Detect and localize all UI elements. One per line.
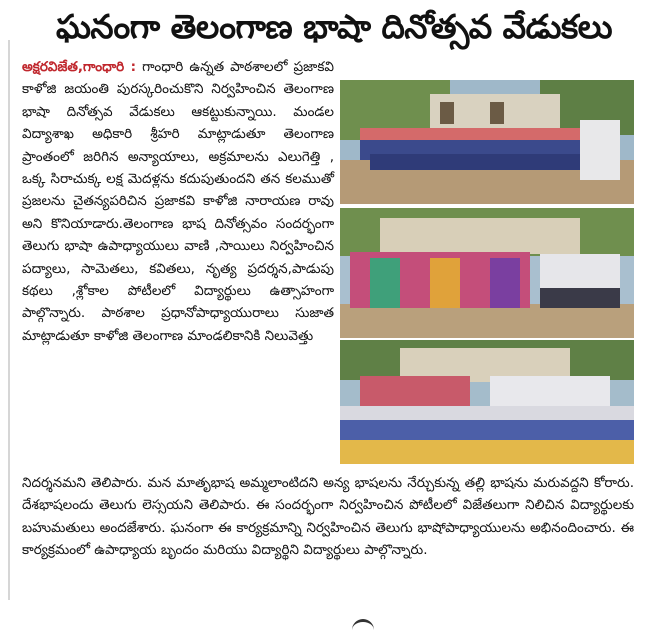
article-dateline: అక్షరవిజేత,గాంధారి :: [22, 59, 137, 75]
page-fold-mark: [352, 619, 374, 631]
event-photo-teachers: [340, 208, 634, 338]
article-body-continued: నిదర్శనమని తెలిపారు. మన మాతృభాష అమ్మలాంటిదని అన్య భాషలను నేర్చుకున్న తల్లి భాషను మరువద్దని కోరారు. దేశభాషలందు తెలుగు లెస్సయని తెలిపారు. ఈ సందర్భంగా నిర్వహించిన పోటీలలో విజేతలుగా నిలిచిన విద్యార్థులకు బహుమతులు అందజేశారు. ఘనంగా ఈ కార్యక్రమాన్ని నిర్వహించిన తెలుగు భాషోపాధ్యాయులను అభినందించారు. ఈ కార్యక్రమంలో ఉపాధ్యాయ బృందం మరియు విద్యార్థిని విద్యార్థులు పాల్గొన్నారు.: [22, 475, 634, 559]
event-photo-students: [340, 340, 634, 464]
article-headline: ఘనంగా తెలంగాణ భాషా దినోత్సవ వేడుకలు: [55, 7, 613, 46]
column-rule: [8, 40, 10, 600]
article-body-column: [22, 56, 334, 347]
article-body-text: గాంధారి ఉన్నత పాఠశాలలో ప్రజాకవి కాళోజి జయంతి పురస్కరించుకొని నిర్వహించిన తెలంగాణ భాషా దినోత్సవ వేడుకలు ఆకట్టుకున్నాయి. మండల విద్యాశాఖ అధికారి శ్రీహరి మాట్లాడుతూ తెలంగాణ ప్రాంతంలో జరిగిన అన్యాయాలు, అక్రమాలను ఎలుగెత్తి , ఒక్క సిరాచుక్క లక్ష మెదళ్లను కదుపుతుందని తన కలముతో ప్రజలను చైతన్యపరిచిన ప్రజాకవి కాళోజి నారాయణ రావు అని కొనియాడారు.తెలంగాణ భాష దినోత్సవం సందర్భంగా తెలుగు భాషా ఉపాధ్యాయులు వాణి ,సాయిలు నిర్వహించిన పద్యాలు, సామెతలు, కవితలు, నృత్య ప్రదర్శన,పాడుపు కథలు ,శ్లోకాల పోటీలలో విద్యార్థులు ఉత్సాహంగా పాల్గొన్నారు. పాఠశాల ప్రధానోపాధ్యాయురాలు సుజాత మాట్లాడుతూ కాళోజి తెలంగాణ మాండలికానికి నిలువెత్తు: [22, 59, 334, 344]
event-photo-group: [340, 80, 634, 204]
